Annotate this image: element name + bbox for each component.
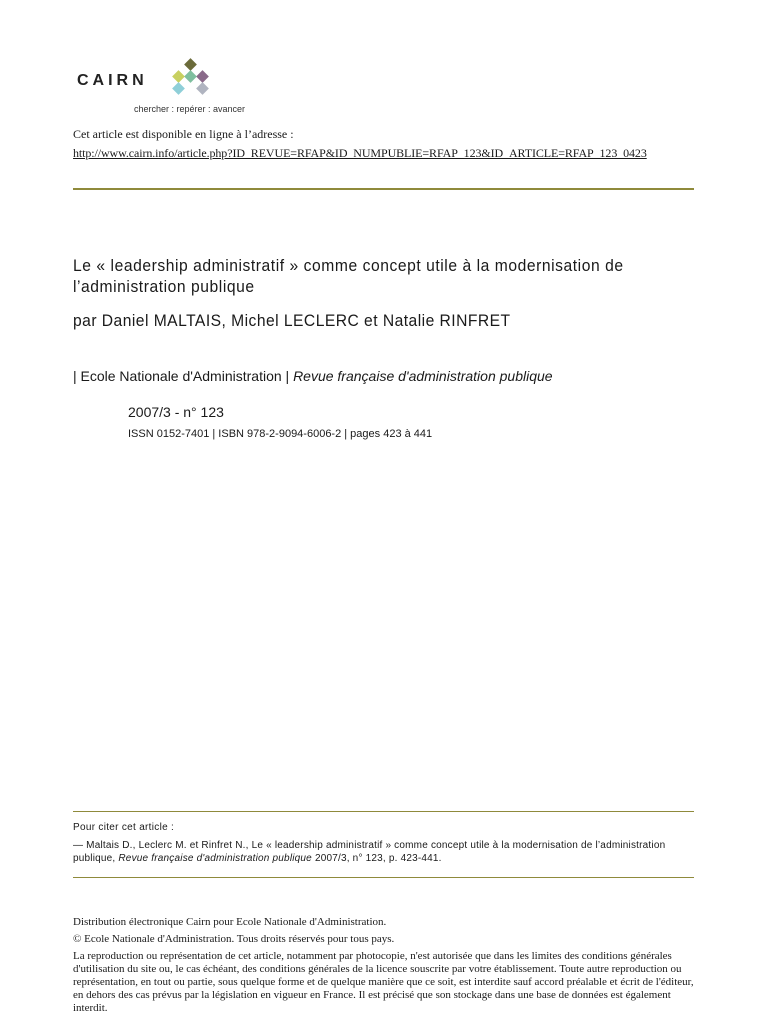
availability-label: Cet article est disponible en ligne à l’adresse : bbox=[73, 127, 294, 141]
article-authors: par Daniel MALTAIS, Michel LECLERC et Natalie RINFRET bbox=[73, 311, 511, 330]
article-title: Le « leadership administratif » comme concept utile à la modernisation de l’administration publique bbox=[73, 256, 624, 296]
article-url-link[interactable]: http://www.cairn.info/article.php?ID_REVUE=RFAP&ID_NUMPUBLIE=RFAP_123&ID_ARTICLE=RFAP_123_0423 bbox=[73, 146, 647, 160]
publisher-journal-line bbox=[73, 368, 553, 384]
citation-journal: Revue française d'administration publique bbox=[118, 853, 312, 864]
citation-bottom-divider bbox=[73, 877, 694, 878]
distribution-notice: Distribution électronique Cairn pour Ecole Nationale d'Administration. bbox=[73, 916, 387, 928]
issue-number: 2007/3 - n° 123 bbox=[128, 404, 224, 420]
logo-diamond-4 bbox=[172, 70, 185, 83]
top-divider bbox=[73, 188, 694, 190]
publisher-name: | Ecole Nationale d'Administration | bbox=[73, 368, 290, 384]
citation-label: Pour citer cet article : bbox=[73, 822, 175, 833]
logo-diamond-5 bbox=[172, 82, 185, 95]
reproduction-notice: La reproduction ou représentation de cet article, notamment par photocopie, n'est autorisée que dans les limites des conditions générales d'utilisation du site ou, le cas échéant, des conditions générales de la licence souscrite par votre établissement. Toute autre reproduction ou représentation, en tout ou partie, sous quelque forme et de quelque manière que ce soit, est interdite sauf accord préalable et écrit de l'éditeur, en dehors des cas prévus par la législation en vigueur en France. Il est précisé que son stockage dans une base de données est également interdit. bbox=[73, 950, 694, 1014]
logo-diamond-3 bbox=[184, 70, 197, 83]
logo-diamonds-icon bbox=[164, 58, 224, 98]
citation-suffix: 2007/3, n° 123, p. 423-441. bbox=[314, 853, 442, 864]
issn-isbn-pages: ISSN 0152-7401 | ISBN 978-2-9094-6006-2 | pages 423 à 441 bbox=[128, 428, 433, 440]
citation-prefix: — Maltais D., Leclerc M. et Rinfret N., Le « leadership administratif » comme concept utile à la modernisation de l’administration publique, bbox=[73, 840, 666, 864]
journal-name: Revue française d'administration publique bbox=[293, 368, 553, 384]
logo-diamond-1 bbox=[184, 58, 197, 71]
logo-tagline: chercher : repérer : avancer bbox=[134, 104, 246, 114]
logo-diamond-6 bbox=[196, 82, 209, 95]
citation-text bbox=[73, 839, 693, 865]
logo-wordmark: CAIRN bbox=[77, 72, 148, 89]
copyright-notice: © Ecole Nationale d'Administration. Tous droits réservés pour tous pays. bbox=[73, 933, 395, 945]
citation-top-divider bbox=[73, 811, 694, 812]
logo-diamond-2 bbox=[196, 70, 209, 83]
cairn-logo bbox=[74, 58, 274, 118]
legal-footer bbox=[73, 916, 698, 1019]
